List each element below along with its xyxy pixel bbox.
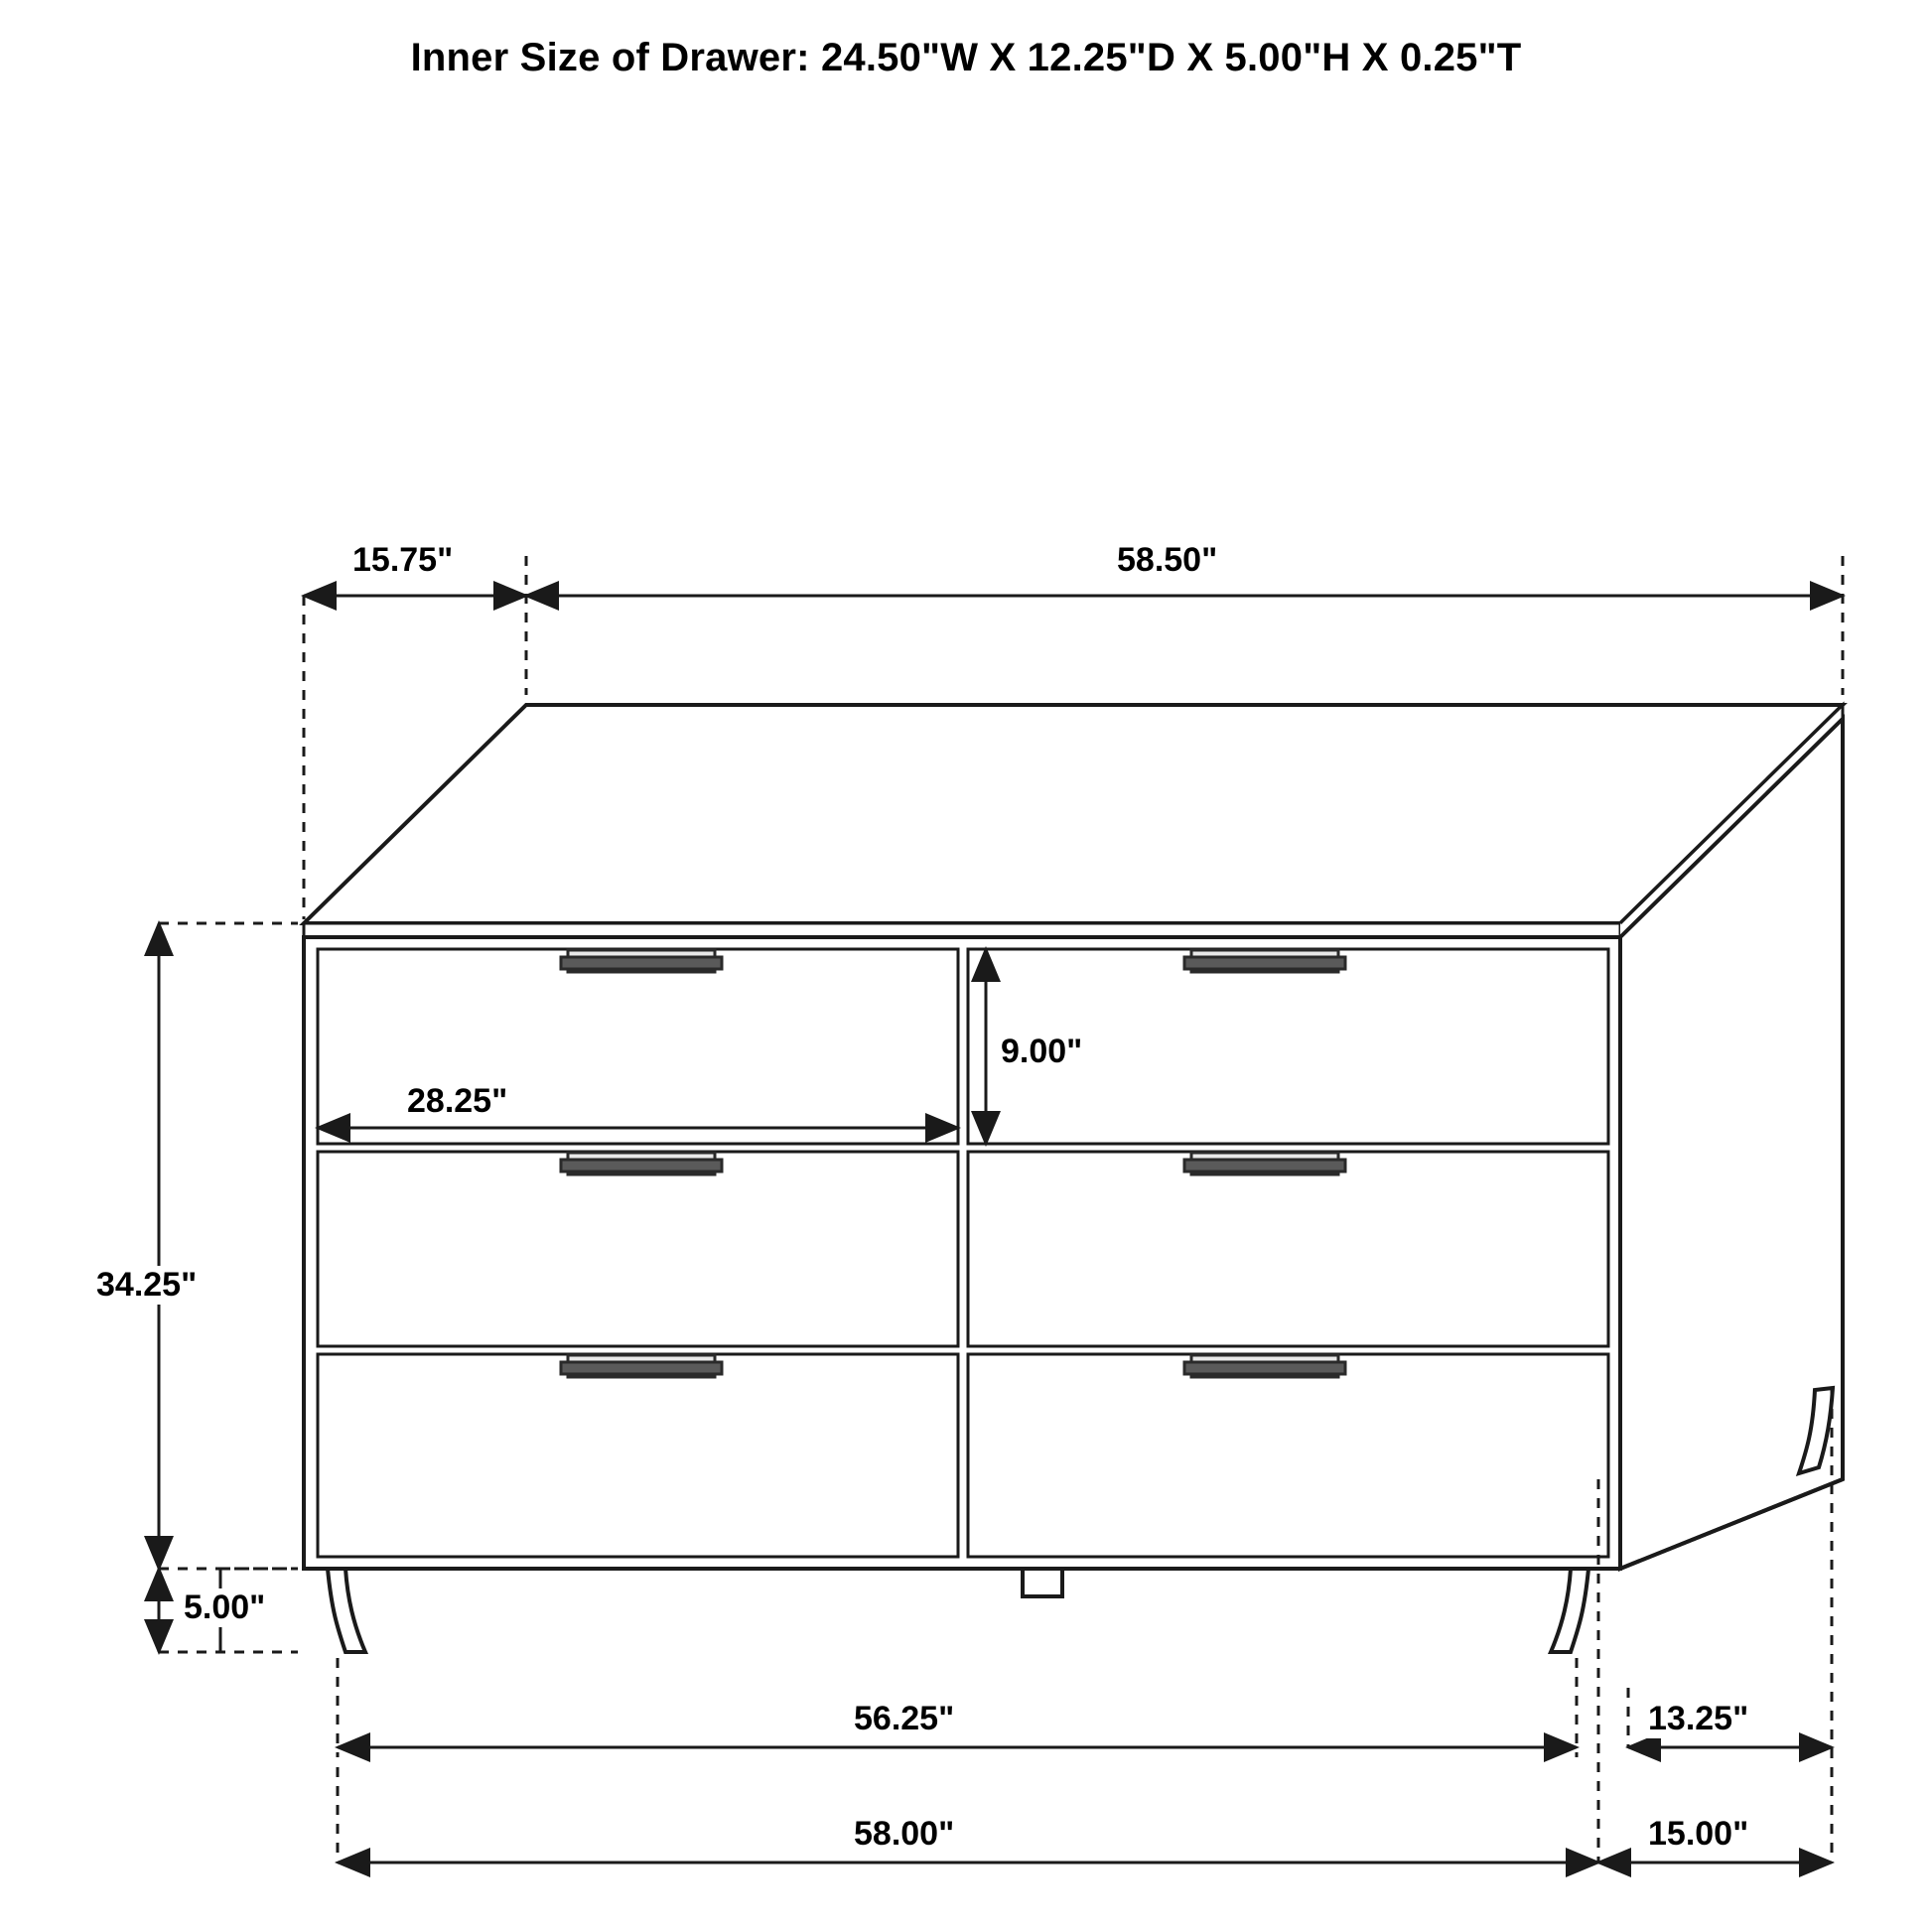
drawer-pull-top-left bbox=[561, 950, 722, 972]
dimension-label-side-depth-outer: 15.00" bbox=[1643, 1815, 1753, 1854]
leg-front-left bbox=[328, 1569, 365, 1652]
leg-center-bracket bbox=[1023, 1569, 1062, 1596]
drawer-face-middle-right bbox=[968, 1152, 1608, 1346]
dimension-label-side-depth-inner: 13.25" bbox=[1643, 1700, 1753, 1738]
page-title: Inner Size of Drawer: 24.50"W X 12.25"D X 5.00"H X 0.25"T bbox=[410, 36, 1522, 79]
drawer-pull-middle-left bbox=[561, 1153, 722, 1174]
drawer-face-middle-left bbox=[318, 1152, 958, 1346]
drawer-pull-top-right bbox=[1184, 950, 1345, 972]
dimension-label-height-left: 34.25" bbox=[91, 1266, 202, 1305]
drawer-pull-middle-right bbox=[1184, 1153, 1345, 1174]
cabinet-top-surface bbox=[304, 705, 1843, 923]
drawer-face-bottom-left bbox=[318, 1354, 958, 1557]
drawer-pull-bottom-right bbox=[1184, 1355, 1345, 1377]
dimension-label-width-top: 58.50" bbox=[1112, 541, 1222, 580]
dimension-label-base-width-outer: 58.00" bbox=[849, 1815, 959, 1854]
dimension-label-drawer-height: 9.00" bbox=[996, 1033, 1087, 1071]
dimension-label-leg-height: 5.00" bbox=[179, 1588, 270, 1627]
dimension-label-depth-top: 15.75" bbox=[347, 541, 458, 580]
drawer-face-bottom-right bbox=[968, 1354, 1608, 1557]
drawer-pull-bottom-left bbox=[561, 1355, 722, 1377]
leg-front-right bbox=[1551, 1569, 1588, 1652]
dimension-label-base-width-inner: 56.25" bbox=[849, 1700, 959, 1738]
dimension-label-drawer-width: 28.25" bbox=[402, 1082, 512, 1121]
